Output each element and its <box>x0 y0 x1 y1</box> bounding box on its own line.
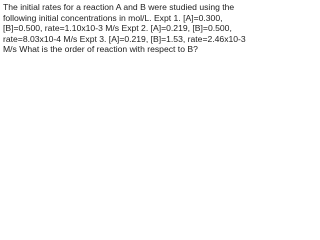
question-text: The initial rates for a reaction A and B were studied using the following initial concentrations in mol/L. Expt 1. [A]=0.300, [B]=0.500, rate=1.10x10-3 M/s Expt 2. [A]=0.219, [B]=0.500, rate=8.03x10-4 M/s Expt 3. [A]=0.219, [B]=1.53, rate=2.46x10-3 M/s What is the order of reaction with respect to B? <box>3 2 246 55</box>
question-card <box>0 0 262 69</box>
